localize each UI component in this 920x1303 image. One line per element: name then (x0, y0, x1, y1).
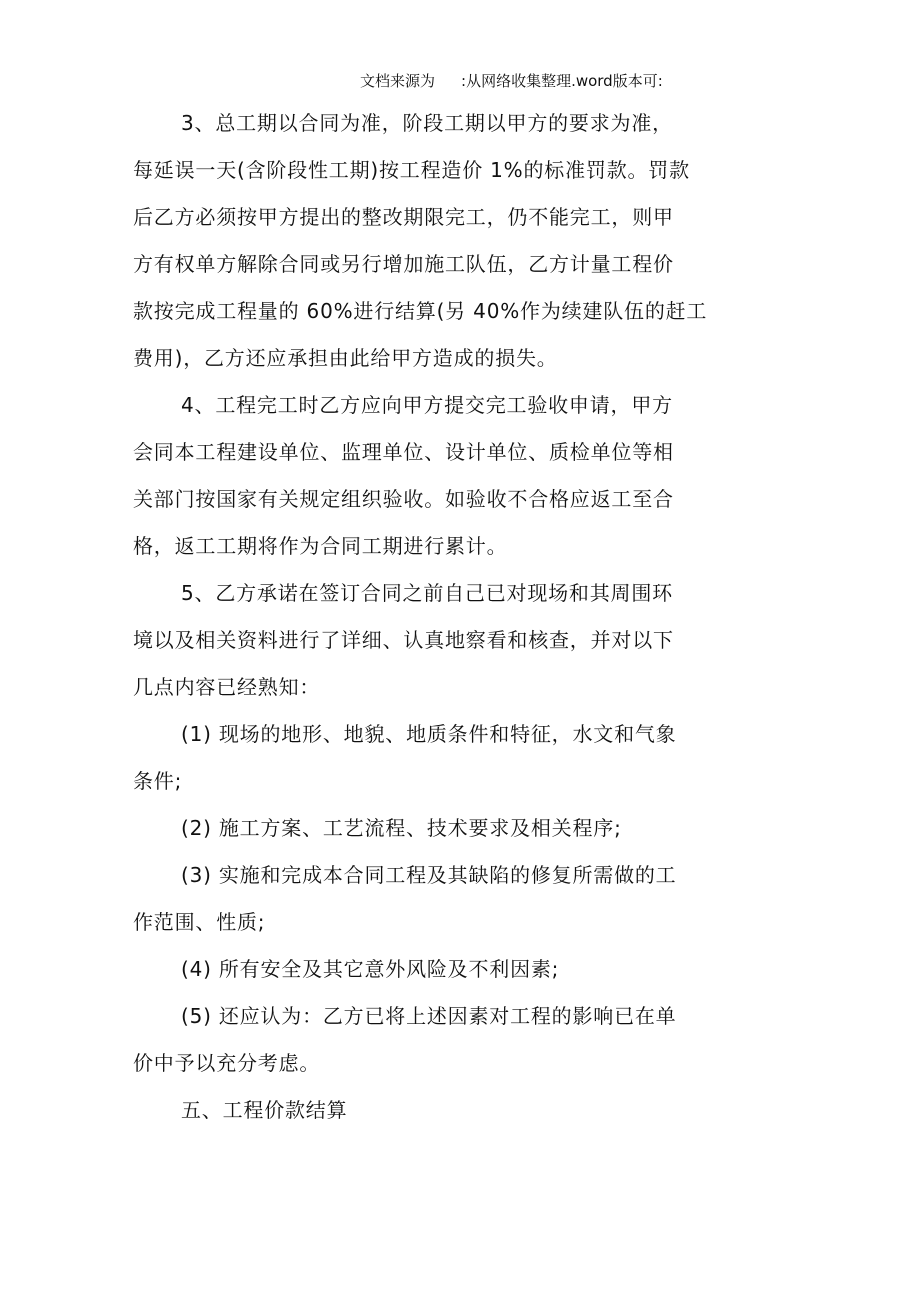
item-1-line-1: (1) 现场的地形、地貌、地质条件和特征，水文和气象 (181, 722, 677, 746)
clause-3-line-1: 3、总工期以合同为准，阶段工期以甲方的要求为准， (181, 111, 673, 135)
item-3-line-2: 作范围、性质; (133, 910, 266, 934)
header-source-label: 文档来源为 (360, 72, 436, 90)
document-body (133, 100, 713, 1134)
item-5-line-2: 价中予以充分考虑。 (133, 1051, 321, 1075)
clause-4-line-4: 格，返工工期将作为合同工期进行累计。 (133, 534, 508, 558)
clause-3-line-2: 每延误一天(含阶段性工期)按工程造价 1%的标准罚款。罚款 (133, 158, 690, 182)
clause-3-line-6: 费用)，乙方还应承担由此给甲方造成的损失。 (133, 346, 558, 370)
item-4-line-1: (4) 所有安全及其它意外风险及不利因素; (181, 957, 560, 981)
item-3-line-1: (3) 实施和完成本合同工程及其缺陷的修复所需做的工 (181, 863, 677, 887)
clause-3-line-4: 方有权单方解除合同或另行增加施工队伍，乙方计量工程价 (133, 252, 674, 276)
clause-3-line-5: 款按完成工程量的 60%进行结算(另 40%作为续建队伍的赶工 (133, 299, 708, 323)
section-heading-price-settlement: 五、工程价款结算 (181, 1098, 348, 1122)
header-source-note: :从网络收集整理.word版本可: (461, 72, 663, 90)
item-1-line-2: 条件; (133, 769, 183, 793)
clause-4-line-1: 4、工程完工时乙方应向甲方提交完工验收申请，甲方 (181, 393, 673, 417)
item-5-line-1: (5) 还应认为：乙方已将上述因素对工程的影响已在单 (181, 1004, 677, 1028)
clause-5-line-2: 境以及相关资料进行了详细、认真地察看和核查，并对以下 (133, 628, 674, 652)
clause-3-line-3: 后乙方必须按甲方提出的整改期限完工，仍不能完工，则甲 (133, 205, 674, 229)
page-header (360, 70, 720, 91)
clause-5-line-3: 几点内容已经熟知： (133, 675, 321, 699)
clause-4-line-3: 关部门按国家有关规定组织验收。如验收不合格应返工至合 (133, 487, 674, 511)
clause-5-line-1: 5、乙方承诺在签订合同之前自己已对现场和其周围环 (181, 581, 673, 605)
item-2-line-1: (2) 施工方案、工艺流程、技术要求及相关程序; (181, 816, 622, 840)
clause-4-line-2: 会同本工程建设单位、监理单位、设计单位、质检单位等相 (133, 440, 674, 464)
